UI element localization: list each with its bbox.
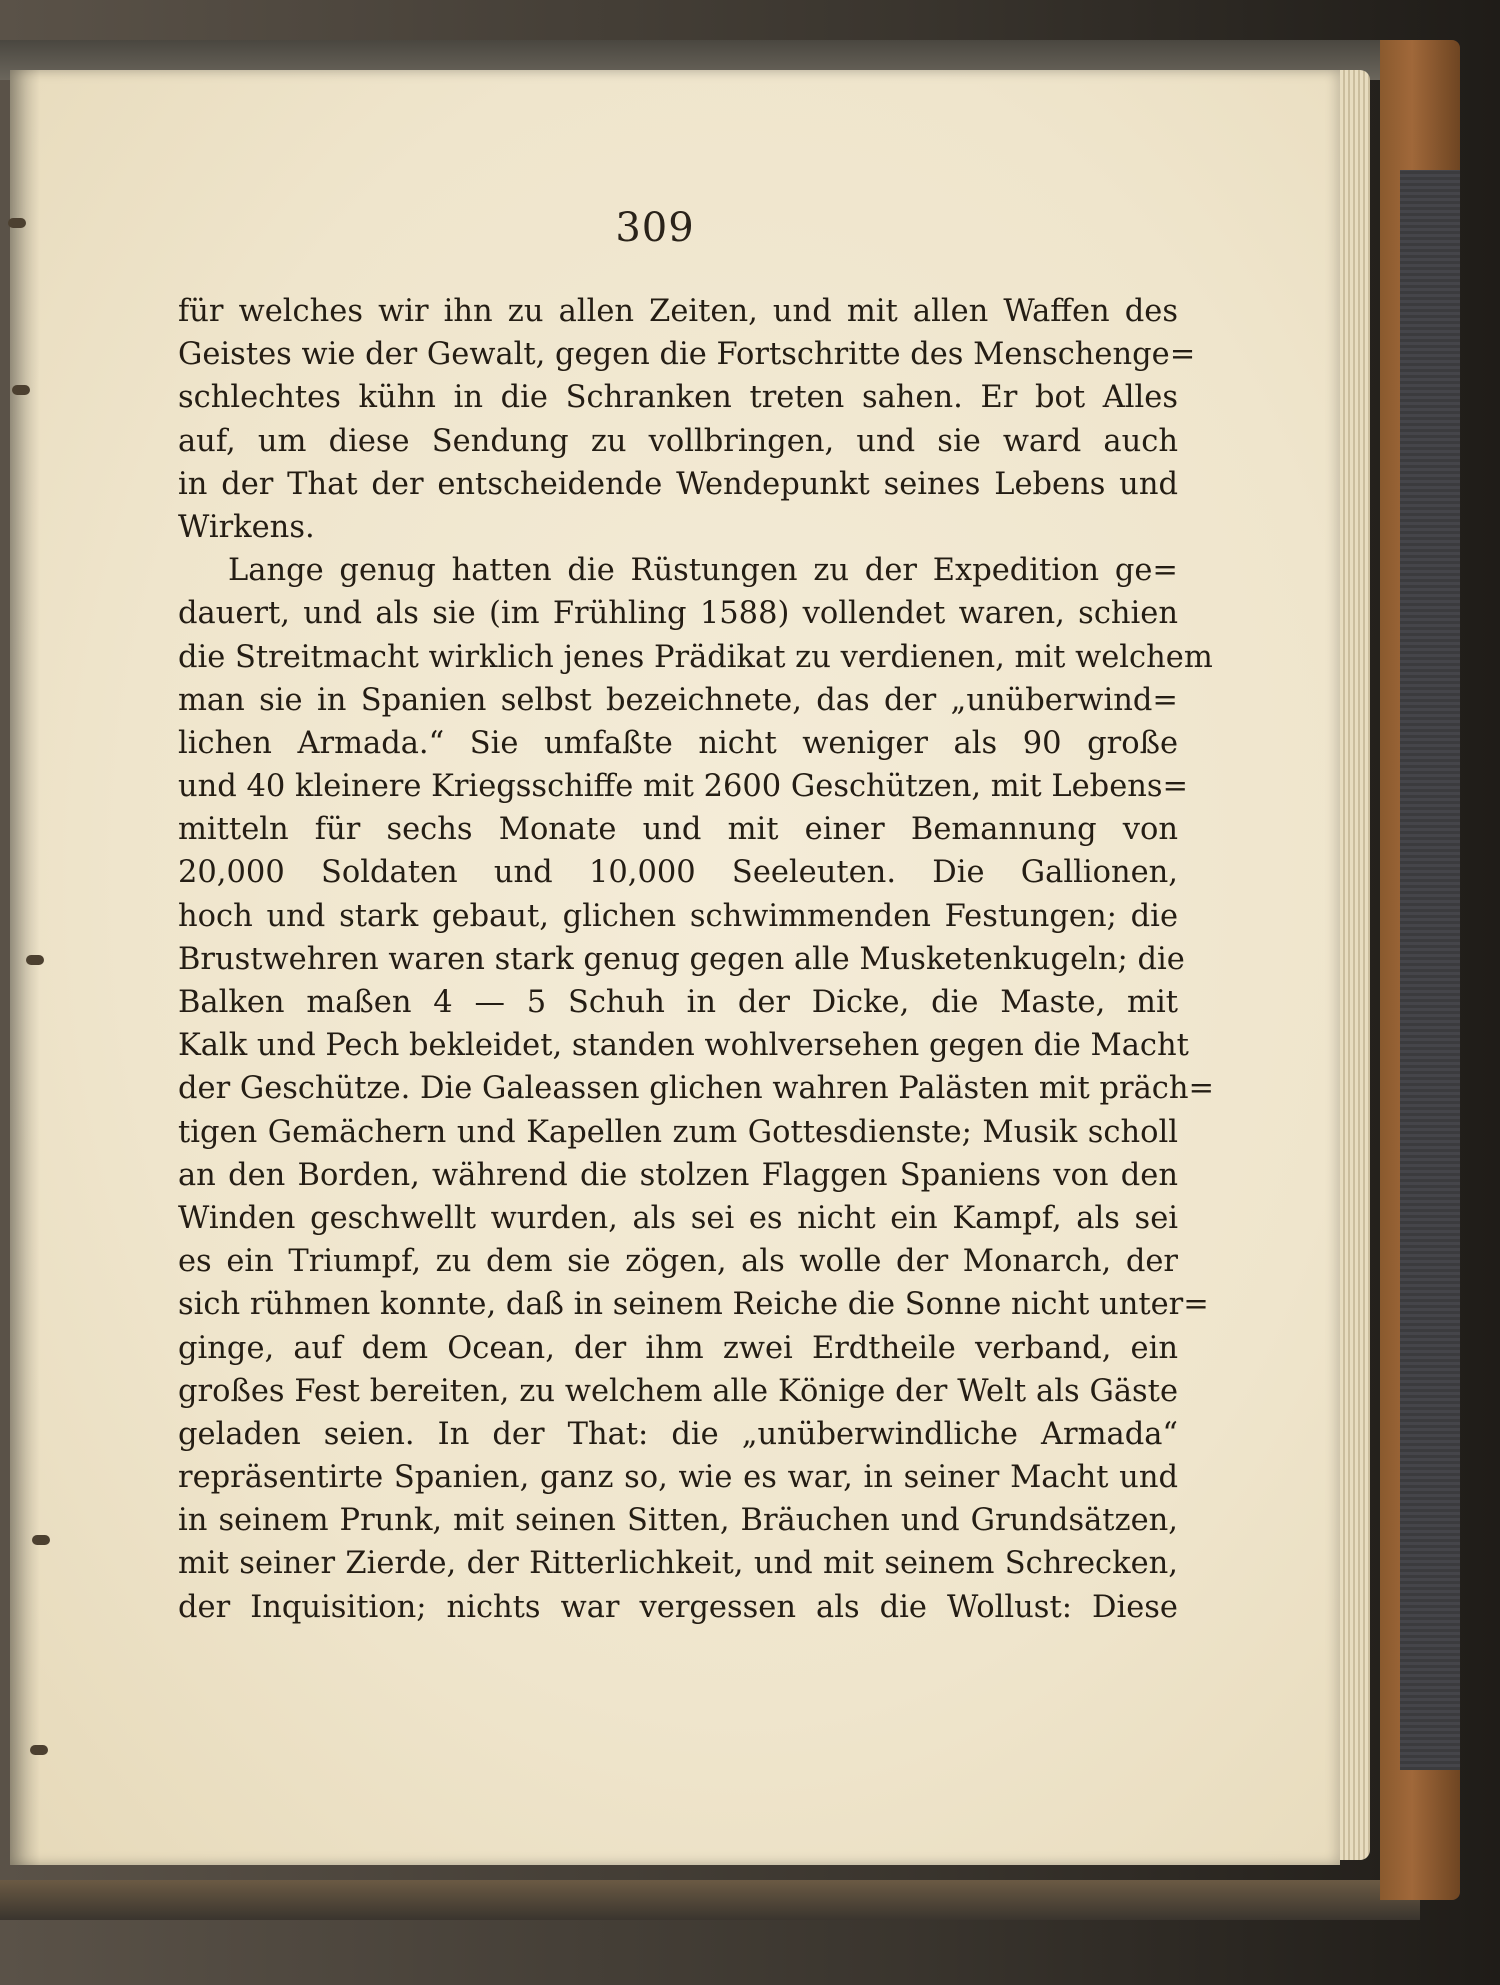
text-line: repräsentirte Spanien, ganz so, wie es war, in seiner Macht und: [178, 1460, 1178, 1496]
text-line: Kalk und Pech bekleidet, standen wohlversehen gegen die Macht: [178, 1028, 1189, 1064]
body-text: [178, 290, 1215, 1629]
text-line: es ein Triumpf, zu dem sie zögen, als wolle der Monarch, der: [178, 1244, 1178, 1280]
book-cover-bottom-edge: [0, 1880, 1420, 1920]
text-line: in seinem Prunk, mit seinen Sitten, Bräuchen und Grundsätzen,: [178, 1503, 1178, 1539]
text-line: an den Borden, während die stolzen Flaggen Spaniens von den: [178, 1157, 1178, 1193]
text-line: in der That der entscheidende Wendepunkt seines Lebens und: [178, 466, 1178, 502]
text-line: tigen Gemächern und Kapellen zum Gottesdienste; Musik scholl: [178, 1114, 1178, 1150]
text-line: mitteln für sechs Monate und mit einer Bemannung von: [178, 812, 1178, 848]
text-line: Balken maßen 4 — 5 Schuh in der Dicke, die Maste, mit: [178, 985, 1178, 1020]
binding-thread-mark: [32, 1535, 50, 1545]
text-line: schlechtes kühn in die Schranken treten sahen. Er bot Alles: [178, 380, 1178, 416]
text-line: 20,000 Soldaten und 10,000 Seeleuten. Die Gallionen,: [178, 855, 1178, 891]
text-line: sich rühmen konnte, daß in seinem Reiche die Sonne nicht unter=: [178, 1287, 1209, 1323]
binding-thread-mark: [8, 218, 26, 228]
text-line: für welches wir ihn zu allen Zeiten, und mit allen Waffen des: [178, 294, 1178, 329]
text-line: die Streitmacht wirklich jenes Prädikat zu verdienen, mit welchem: [178, 639, 1213, 675]
text-line: Wirkens.: [178, 509, 315, 545]
binding-thread-mark: [26, 955, 44, 965]
text-line: ginge, auf dem Ocean, der ihm zwei Erdtheile verband, ein: [178, 1330, 1178, 1366]
text-line: Geistes wie der Gewalt, gegen die Fortschritte des Menschenge=: [178, 337, 1196, 373]
page-gutter-shadow: [10, 70, 40, 1865]
text-line: der Inquisition; nichts war vergessen als die Wollust: Diese: [178, 1589, 1178, 1625]
cloth-binding: [1400, 170, 1460, 1770]
text-line: großes Fest bereiten, zu welchem alle Könige der Welt als Gäste: [178, 1373, 1178, 1409]
text-line: geladen seien. In der That: die „unüberwindliche Armada“: [178, 1416, 1178, 1452]
page-number: 309: [615, 205, 695, 251]
text-line: Lange genug hatten die Rüstungen zu der Expedition ge=: [228, 553, 1178, 589]
text-line: der Geschütze. Die Galeassen glichen wahren Palästen mit präch=: [178, 1071, 1215, 1107]
text-line: dauert, und als sie (im Frühling 1588) vollendet waren, schien: [178, 596, 1178, 632]
text-line: mit seiner Zierde, der Ritterlichkeit, und mit seinem Schrecken,: [178, 1546, 1178, 1582]
text-line: und 40 kleinere Kriegsschiffe mit 2600 Geschützen, mit Lebens=: [178, 769, 1189, 805]
text-line: Brustwehren waren stark genug gegen alle Musketenkugeln; die: [178, 941, 1185, 977]
text-line: man sie in Spanien selbst bezeichnete, das der „unüberwind=: [178, 682, 1178, 718]
text-line: Winden geschwellt wurden, als sei es nicht ein Kampf, als sei: [178, 1200, 1178, 1236]
text-line: auf, um diese Sendung zu vollbringen, und sie ward auch: [178, 423, 1178, 459]
book-cover-right-edge: [1380, 40, 1460, 1900]
text-line: hoch und stark gebaut, glichen schwimmenden Festungen; die: [178, 898, 1178, 934]
text-line: lichen Armada.“ Sie umfaßte nicht weniger als 90 große: [178, 725, 1178, 761]
binding-thread-mark: [30, 1745, 48, 1755]
binding-thread-mark: [12, 385, 30, 395]
